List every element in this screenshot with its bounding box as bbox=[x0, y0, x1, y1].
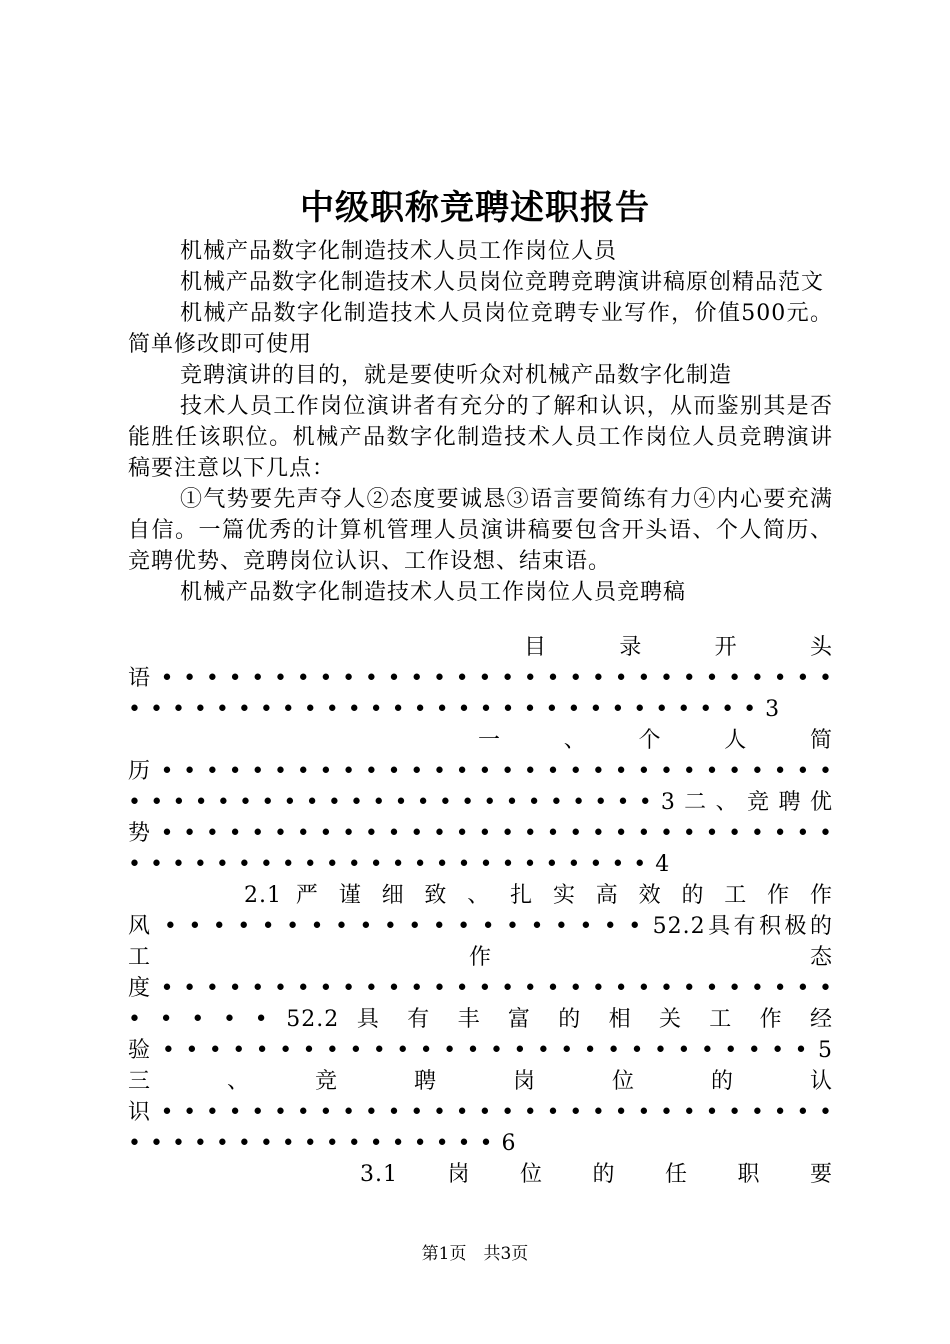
toc-line: 风 • • • • • • • • • • • • • • • • • • • • 52.2具有积极的 bbox=[128, 914, 833, 939]
toc-line: • • • • • • • • • • • • • • • • • 6 bbox=[128, 1131, 517, 1156]
paragraph: 机械产品数字化制造技术人员工作岗位人员 bbox=[180, 239, 618, 264]
paragraph: 竞聘演讲的目的，就是要使听众对机械产品数字化制造 bbox=[180, 363, 733, 388]
toc-line: 势 • • • • • • • • • • • • • • • • • • • • • • • • • • • • • • bbox=[128, 821, 833, 846]
toc-line: 度 • • • • • • • • • • • • • • • • • • • • • • • • • • • • • • bbox=[128, 976, 833, 1001]
paragraph: ①气势要先声夺人②态度要诚恳③语言要简练有力④内心要充满自信。一篇优秀的计算机管理人员演讲稿要包含开头语、个人简历、竞聘优势、竞聘岗位认识、工作设想、结束语。 bbox=[128, 487, 833, 574]
toc-line: • • • • • • • • • • • • • • • • • • • • • • • • • • • • • 3 bbox=[128, 697, 781, 722]
document-title: 中级职称竞聘述职报告 bbox=[300, 188, 650, 228]
document-body bbox=[128, 236, 833, 608]
toc-line: • • • • • • • • • • • • • • • • • • • • • • • • 4 bbox=[128, 852, 671, 877]
toc-line: 一 、 个 人 简 bbox=[478, 728, 833, 753]
paragraph: 机械产品数字化制造技术人员岗位竞聘专业写作，价值500元。简单修改即可使用 bbox=[128, 301, 833, 357]
table-of-contents bbox=[128, 632, 833, 1190]
paragraph: 机械产品数字化制造技术人员工作岗位人员竞聘稿 bbox=[180, 580, 687, 605]
paragraph: 技术人员工作岗位演讲者有充分的了解和认识，从而鉴别其是否能胜任该职位。机械产品数字化制造技术人员工作岗位人员竞聘演讲稿要注意以下几点： bbox=[128, 394, 833, 481]
paragraph: 机械产品数字化制造技术人员岗位竞聘竞聘演讲稿原创精品范文 bbox=[180, 270, 825, 295]
toc-line: • • • • • • • • • • • • • • • • • • • • • • • • 3 二 、 竞 聘 优 bbox=[128, 790, 833, 815]
toc-line: • • • • • 52.2 具 有 丰 富 的 相 关 工 作 经 bbox=[128, 1007, 833, 1032]
page-footer: 第1页 共3页 bbox=[421, 1244, 529, 1264]
toc-line: 验 • • • • • • • • • • • • • • • • • • • • • • • • • • • • 5 bbox=[128, 1038, 833, 1063]
toc-line: 历 • • • • • • • • • • • • • • • • • • • • • • • • • • • • • • bbox=[128, 759, 833, 784]
toc-line: 3.1 岗 位 的 任 职 要 bbox=[360, 1162, 833, 1187]
toc-line: 目 录 开 头 bbox=[524, 635, 833, 660]
toc-line: 三 、 竞 聘 岗 位 的 认 bbox=[128, 1069, 833, 1094]
toc-line: 2.1 严 谨 细 致 、 扎 实 高 效 的 工 作 作 bbox=[244, 883, 833, 908]
toc-line: 工 作 态 bbox=[128, 945, 833, 970]
toc-line: 语 • • • • • • • • • • • • • • • • • • • • • • • • • • • • • • bbox=[128, 666, 833, 691]
toc-line: 识 • • • • • • • • • • • • • • • • • • • • • • • • • • • • • • bbox=[128, 1100, 833, 1125]
